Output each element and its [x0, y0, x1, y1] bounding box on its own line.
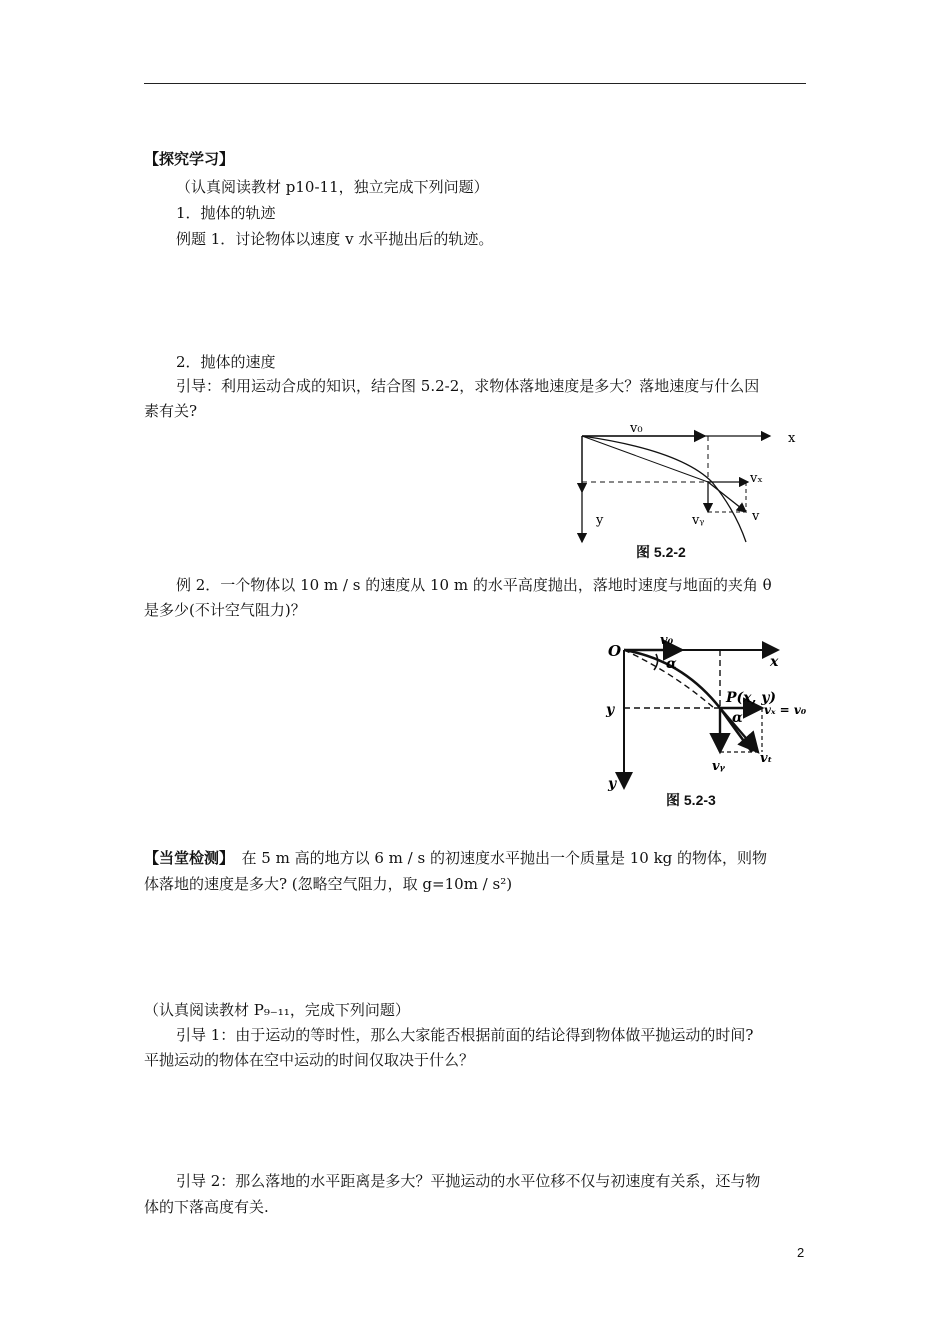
- example-2-line2: 是多少(不计空气阻力)？: [144, 601, 306, 619]
- page-number: 2: [797, 1245, 805, 1260]
- label-vx: vₓ: [750, 471, 763, 486]
- guide1-line1: 引导 1：由于运动的等时性，那么大家能否根据前面的结论得到物体做平抛运动的时间?: [176, 1026, 754, 1044]
- guide-text-line2: 素有关?: [144, 402, 198, 420]
- figure-caption: 图 5.2-3: [666, 792, 716, 808]
- figure-5-2-2: [570, 420, 810, 560]
- example-1: 例题 1．讨论物体以速度 v 水平抛出后的轨迹。: [176, 230, 494, 248]
- item-1-title: 1．抛体的轨迹: [176, 204, 276, 222]
- label-alpha-top: α: [666, 656, 677, 672]
- label-v0: v₀: [630, 421, 643, 436]
- guide1-line2: 平抛运动的物体在空中运动的时间仅取决于什么？: [144, 1051, 475, 1069]
- section-heading: 【探究学习】: [144, 150, 235, 168]
- label-y: y: [596, 513, 604, 528]
- label-x: x: [770, 654, 779, 670]
- label-y-mark: y: [606, 702, 615, 718]
- check-heading: 【当堂检测】: [144, 849, 227, 867]
- check-line1: [144, 848, 767, 868]
- label-vy: vᵧ: [712, 759, 725, 774]
- label-x: x: [788, 431, 796, 446]
- guide2-line2: 体的下落高度有关.: [144, 1198, 269, 1216]
- projectile-angle-diagram: [602, 632, 816, 810]
- label-vx-eq: vₓ = v₀: [764, 703, 807, 717]
- section2-intro: （认真阅读教材 P₉₋₁₁，完成下列问题）: [144, 1001, 410, 1019]
- label-vy: vᵧ: [692, 513, 705, 528]
- label-v0: v₀: [660, 633, 674, 648]
- label-alpha: α: [732, 710, 743, 726]
- figure-5-2-3: [602, 632, 816, 810]
- guide-text-line1: 引导：利用运动合成的知识，结合图 5.2-2，求物体落地速度是多大？落地速度与什么因: [176, 377, 760, 395]
- header-rule: [144, 83, 806, 84]
- example-2-line1: 例 2．一个物体以 10 m / s 的速度从 10 m 的水平高度抛出，落地时速度与地面的夹角 θ: [176, 576, 772, 594]
- item-2-title: 2．抛体的速度: [176, 353, 276, 371]
- projectile-velocity-diagram: [570, 420, 810, 560]
- label-P: P(x, y): [726, 690, 777, 706]
- label-vt: vₜ: [760, 751, 773, 766]
- section-intro: （认真阅读教材 p10-11，独立完成下列问题）: [176, 178, 489, 196]
- label-y-axis: y: [608, 776, 617, 792]
- label-v: v: [752, 509, 760, 524]
- guide2-line1: 引导 2：那么落地的水平距离是多大？平抛运动的水平位移不仅与初速度有关系，还与物: [176, 1172, 761, 1190]
- figure-caption: 图 5.2-2: [636, 544, 686, 560]
- label-O: O: [608, 642, 622, 660]
- check-line1-text: 在 5 m 高的地方以 6 m / s 的初速度水平抛出一个质量是 10 kg 的物体，则物: [226, 849, 768, 867]
- check-line2: 体落地的速度是多大? (忽略空气阻力，取 g=10m / s²): [144, 875, 513, 893]
